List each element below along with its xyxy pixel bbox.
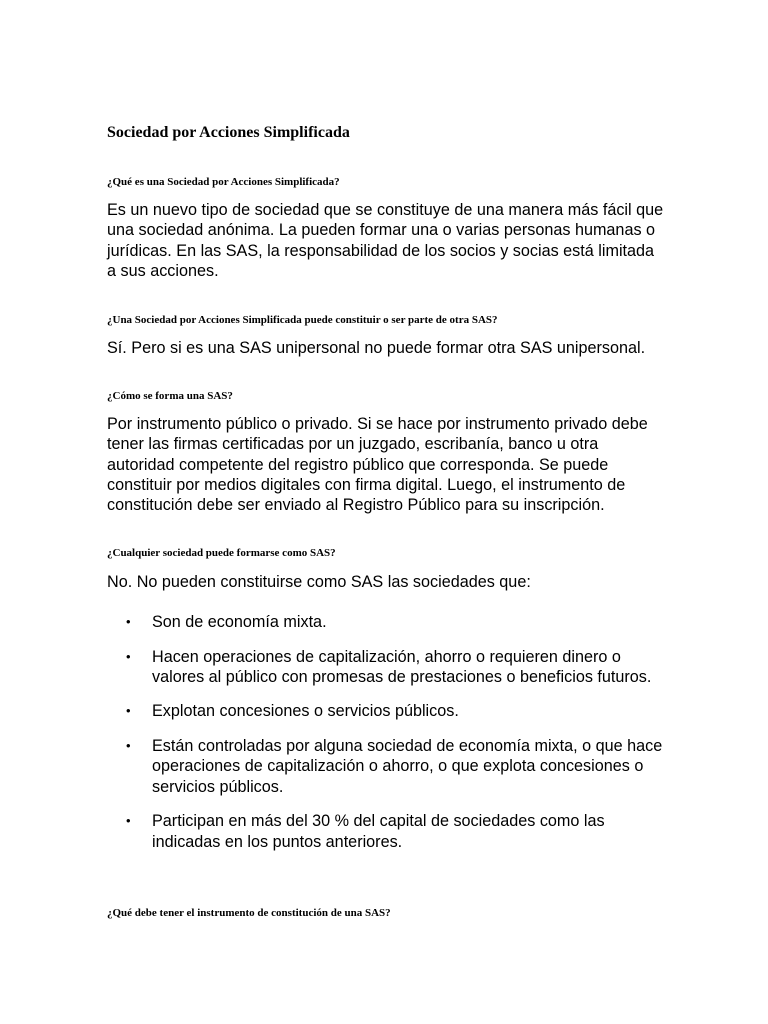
answer-paragraph: Es un nuevo tipo de sociedad que se constituye de una manera más fácil que una sociedad anónima. La pueden formar una o varias personas humanas o jurídicas. En las SAS, la responsabilidad de los socios y socias está limitada a sus acciones. [107,201,664,280]
bullet-list [107,612,667,866]
answer-paragraph: No. No pueden constituirse como SAS las sociedades que: [107,573,531,591]
question-heading: ¿Una Sociedad por Acciones Simplificada puede constituir o ser parte de otra SAS? [107,314,498,326]
list-item: • Participan en más del 30 % del capital de sociedades como las indicadas en los puntos anteriores. [107,811,667,852]
list-item: • Están controladas por alguna sociedad de economía mixta, o que hace operaciones de capitalización o ahorro, o que explota concesiones o servicios públicos. [107,736,667,797]
question-heading: ¿Qué debe tener el instrumento de constitución de una SAS? [107,907,391,919]
answer-paragraph: Sí. Pero si es una SAS unipersonal no puede formar otra SAS unipersonal. [107,339,646,357]
list-item: • Hacen operaciones de capitalización, ahorro o requieren dinero o valores al público con promesas de prestaciones o beneficios futuros. [107,647,667,688]
list-item: • Son de economía mixta. [107,612,667,632]
list-item: • Explotan concesiones o servicios públicos. [107,701,667,721]
question-heading: ¿Cómo se forma una SAS? [107,390,233,402]
question-heading: ¿Qué es una Sociedad por Acciones Simplificada? [107,176,340,188]
document-title: Sociedad por Acciones Simplificada [107,124,350,141]
question-heading: ¿Cualquier sociedad puede formarse como SAS? [107,547,336,559]
answer-paragraph: Por instrumento público o privado. Si se hace por instrumento privado debe tener las firmas certificadas por un juzgado, escribanía, banco u otra autoridad competente del registro público que corresponda. Se puede constituir por medios digitales con firma digital. Luego, el instrumento de constitución debe ser enviado al Registro Público para su inscripción. [107,415,648,515]
